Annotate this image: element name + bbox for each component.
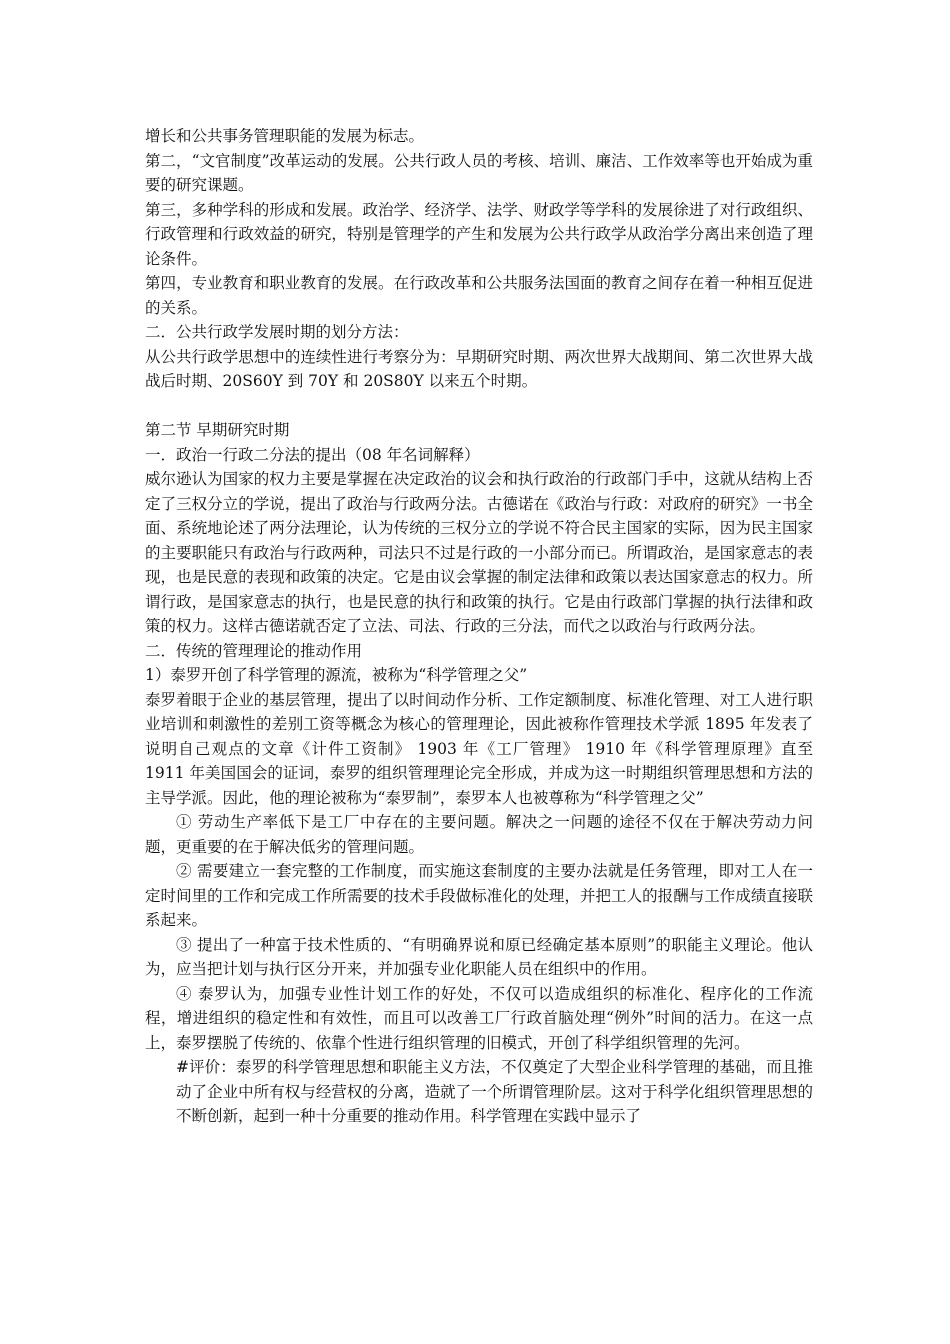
paragraph: 第三，多种学科的形成和发展。政治学、经济学、法学、财政学等学科的发展徐进了对行政组织、行政管理和行政效益的研究，特别是管理学的产生和发展为公共行政学从政治学分离出来创造了理论条件。 [145, 200, 813, 268]
section-heading: 一．政治一行政二分法的提出（08 年名词解释） [145, 445, 480, 464]
chapter-heading: 第二节 早期研究时期 [145, 421, 290, 439]
numbered-item: ② 需要建立一套完整的工作制度，而实施这套制度的主要办法就是任务管理，即对工人在一定时间里的工作和完成工作所需要的技术手段做标准化的处理，并把工人的报酬与工作成绩直接联系起来。 [145, 862, 813, 929]
section-heading: 二．传统的管理理论的推动作用 [145, 641, 363, 660]
paragraph: 第四，专业教育和职业教育的发展。在行政改革和公共服务法国面的教育之间存在着一种相互促进的关系。 [145, 274, 813, 317]
section-heading: 二．公共行政学发展时期的划分方法： [145, 323, 409, 341]
blank-line [145, 394, 813, 419]
subsection-heading: 1）泰罗开创了科学管理的源流，被称为“科学管理之父” [145, 666, 528, 684]
paragraph: 从公共行政学思想中的连续性进行考察分为：早期研究时期、两次世界大战期间、第二次世界大战战后时期、20S60Y 到 70Y 和 20S80Y 以来五个时期。 [145, 347, 813, 390]
paragraph: 泰罗着眼于企业的基层管理，提出了以时间动作分析、工作定额制度、标准化管理、对工人进行职业培训和刺激性的差别工资等概念为核心的管理理论，因此被称作管理技术学派 1895 年发表了说明自己观点的文章《计件工资制》 1903 年《工厂管理》 1910 年《科学管理原理》直至 1911 年美国国会的证词，泰罗的组织管理理论完全形成，并成为这一时期组织管理思想和方法的主导学派。因此，他的理论被称为“泰罗制”，泰罗本人也被尊称为“科学管理之父” [145, 690, 813, 807]
numbered-item: ① 劳动生产率低下是工厂中存在的主要问题。解决之一问题的途径不仅在于解决劳动力问题，更重要的在于解决低劣的管理问题。 [145, 813, 813, 856]
paragraph: 威尔逊认为国家的权力主要是掌握在决定政治的议会和执行政治的行政部门手中，这就从结构上否定了三权分立的学说，提出了政治与行政两分法。古德诺在《政治与行政：对政府的研究》一书全面、系统地论述了两分法理论，认为传统的三权分立的学说不符合民主国家的实际，因为民主国家的主要职能只有政治与行政两种，司法只不过是行政的一小部分而已。所谓政治，是国家意志的表现，也是民意的表现和政策的决定。它是由议会掌握的制定法律和政策以表达国家意志的权力。所谓行政，是国家意志的执行，也是民意的执行和政策的执行。它是由行政部门掌握的执行法律和政策的权力。这样古德诺就否定了立法、司法、行政的三分法，而代之以政治与行政两分法。 [145, 470, 813, 635]
document-body [145, 124, 813, 1129]
paragraph: 增长和公共事务管理职能的发展为标志。 [145, 127, 425, 145]
numbered-item: ③ 提出了一种富于技术性质的、“有明确界说和原已经确定基本原则”的职能主义理论。他认为，应当把计划与执行区分开来，并加强专业化职能人员在组织中的作用。 [145, 935, 813, 978]
evaluation-paragraph: #评价：泰罗的科学管理思想和职能主义方法，不仅奠定了大型企业科学管理的基础，而且推动了企业中所有权与经营权的分离，造就了一个所谓管理阶层。这对于科学化组织管理思想的不断创新，起到一种十分重要的推动作用。科学管理在实践中显示了 [176, 1058, 813, 1125]
paragraph: 第二，“文官制度”改革运动的发展。公共行政人员的考核、培训、廉洁、工作效率等也开始成为重要的研究课题。 [145, 151, 813, 194]
numbered-item: ④ 泰罗认为，加强专业性计划工作的好处，不仅可以造成组织的标准化、程序化的工作流程，增进组织的稳定性和有效性，而且可以改善工厂行政首脑处理“例外”时间的活力。在这一点上，泰罗摆脱了传统的、依靠个性进行组织管理的旧模式，开创了科学组织管理的先河。 [145, 984, 813, 1052]
